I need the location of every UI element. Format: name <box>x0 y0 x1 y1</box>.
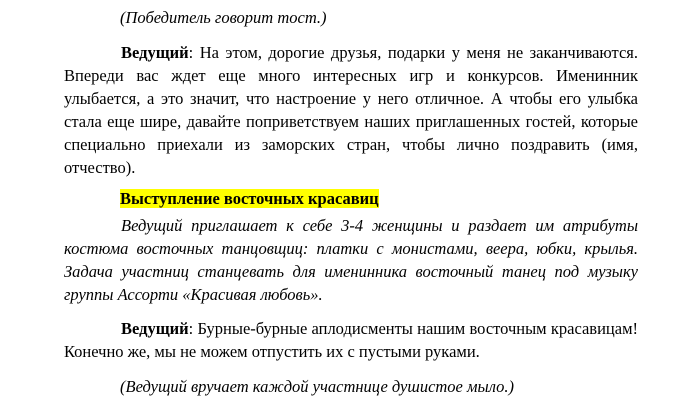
host-speech-paragraph <box>64 41 638 179</box>
host-applause-paragraph <box>64 317 638 363</box>
speech-text: : На этом, дорогие друзья, подарки у меня не заканчиваются. Впереди вас ждет еще много интересных игр и конкурсов. Именинник улыбается, а это значит, что настроение у него отличное. А чтобы его улыбка стала еще шире, давайте поприветствуем наших приглашенных гостей, которые специально приехали из заморских стран, чтобы лично поздравить (имя, отчество). <box>64 43 638 177</box>
speech-text: : Бурные-бурные аплодисменты нашим восточным красавицам! Конечно же, мы не можем отпустить их с пустыми руками. <box>64 319 638 361</box>
stage-direction-toast: (Победитель говорит тост.) <box>120 8 327 27</box>
speaker-label: Ведущий <box>121 43 189 62</box>
section-heading <box>64 187 638 210</box>
stage-direction-dance: Ведущий приглашает к себе 3-4 женщины и раздает им атрибуты костюма восточных танцовщиц: платки с монистами, веера, юбки, крылья. Задача участниц станцевать для именинника восточный танец под музыку группы Ассорти «Красивая любовь». <box>64 216 638 304</box>
section-heading-text: Выступление восточных красавиц <box>120 189 379 208</box>
stage-direction-soap: (Ведущий вручает каждой участнице душистое мыло.) <box>120 377 514 396</box>
speaker-label: Ведущий <box>121 319 189 338</box>
